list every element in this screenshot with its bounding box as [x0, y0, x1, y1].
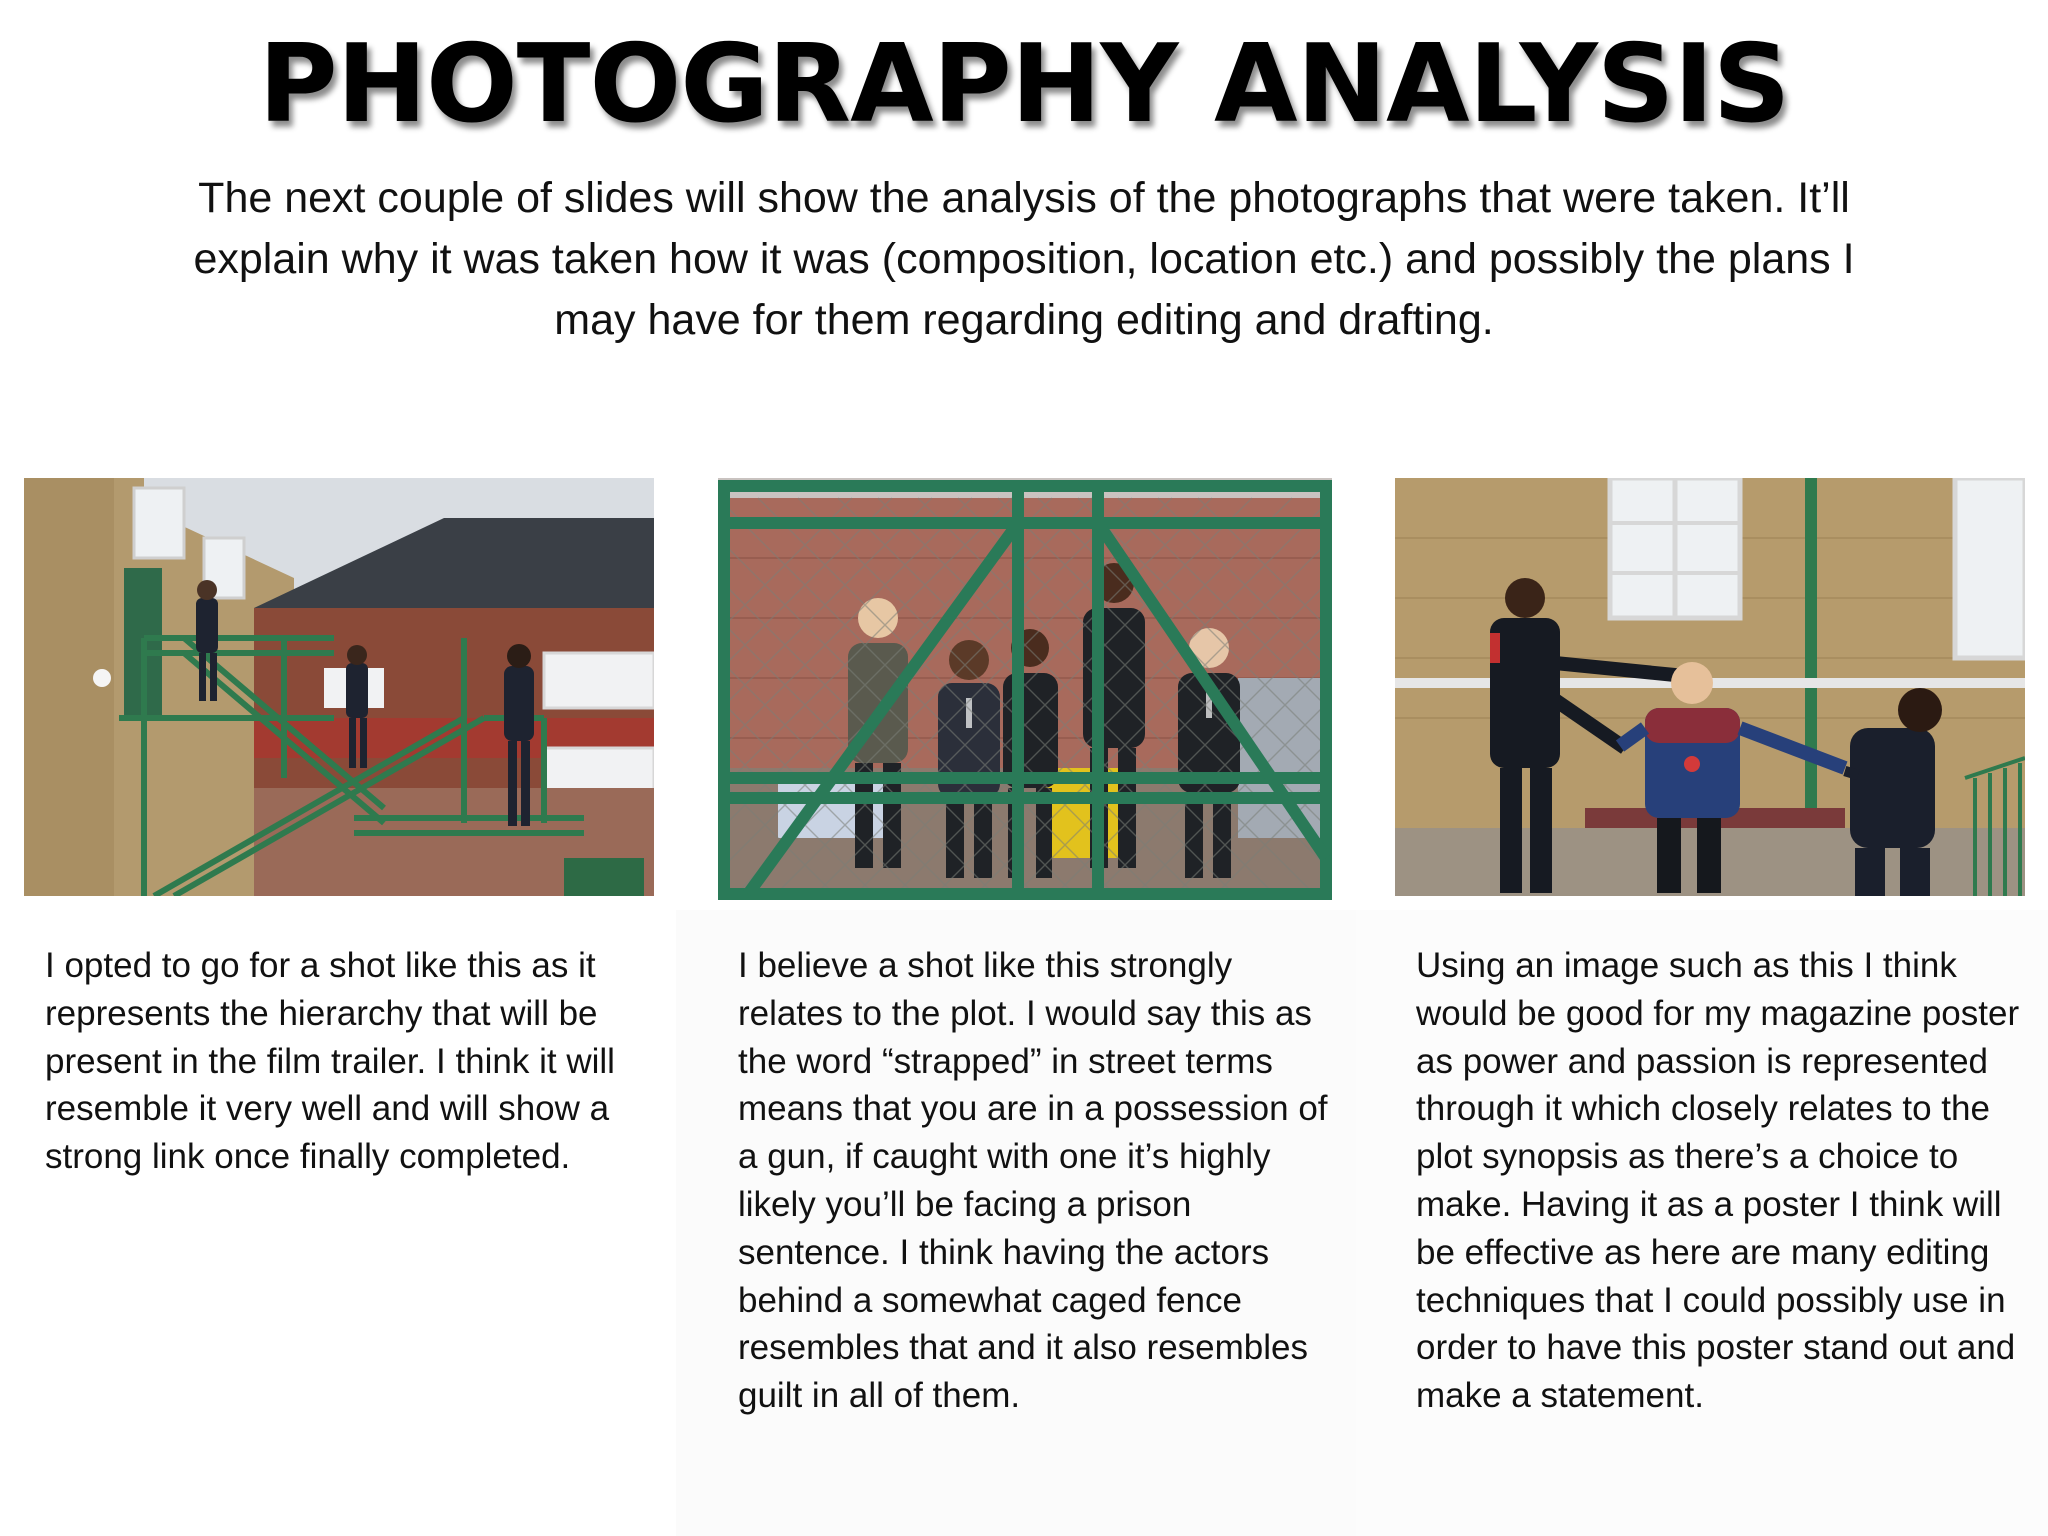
photo-tug-of-war-image	[1395, 478, 2025, 896]
photo-caption: Using an image such as this I think would be good for my magazine poster as power and passion is represented through it which closely relates to the plot synopsis as there’s a choice to make. Having it as a poster I think will be effective as here are many editing techniques that I could possibly use in order to have this poster stand out and make a statement.	[1416, 946, 2020, 1416]
slide-subtitle: The next couple of slides will show the analysis of the photographs that were taken. It’ll explain why it was taken how it was (composition, location etc.) and possibly the plans I may have for them regarding editing and drafting.	[193, 174, 1855, 344]
photo-tug-of-war	[1395, 478, 2025, 896]
photo-staircase-image	[24, 478, 654, 896]
photo-caption: I opted to go for a shot like this as it represents the hierarchy that will be present in the film trailer. I think it will resemble it very well and will show a strong link once finally completed.	[45, 946, 615, 1177]
slide-title: PHOTOGRAPHY ANALYSIS	[258, 22, 1790, 147]
photo-fence-image	[718, 478, 1332, 900]
photo-staircase	[24, 478, 654, 896]
photo-caption: I believe a shot like this strongly relates to the plot. I would say this as the word “strapped” in street terms means that you are in a possession of a gun, if caught with one it’s highly likely you’ll be facing a prison sentence. I think having the actors behind a somewhat caged fence resembles that and it also resembles guilt in all of them.	[738, 946, 1328, 1416]
photo-fence	[718, 478, 1332, 900]
